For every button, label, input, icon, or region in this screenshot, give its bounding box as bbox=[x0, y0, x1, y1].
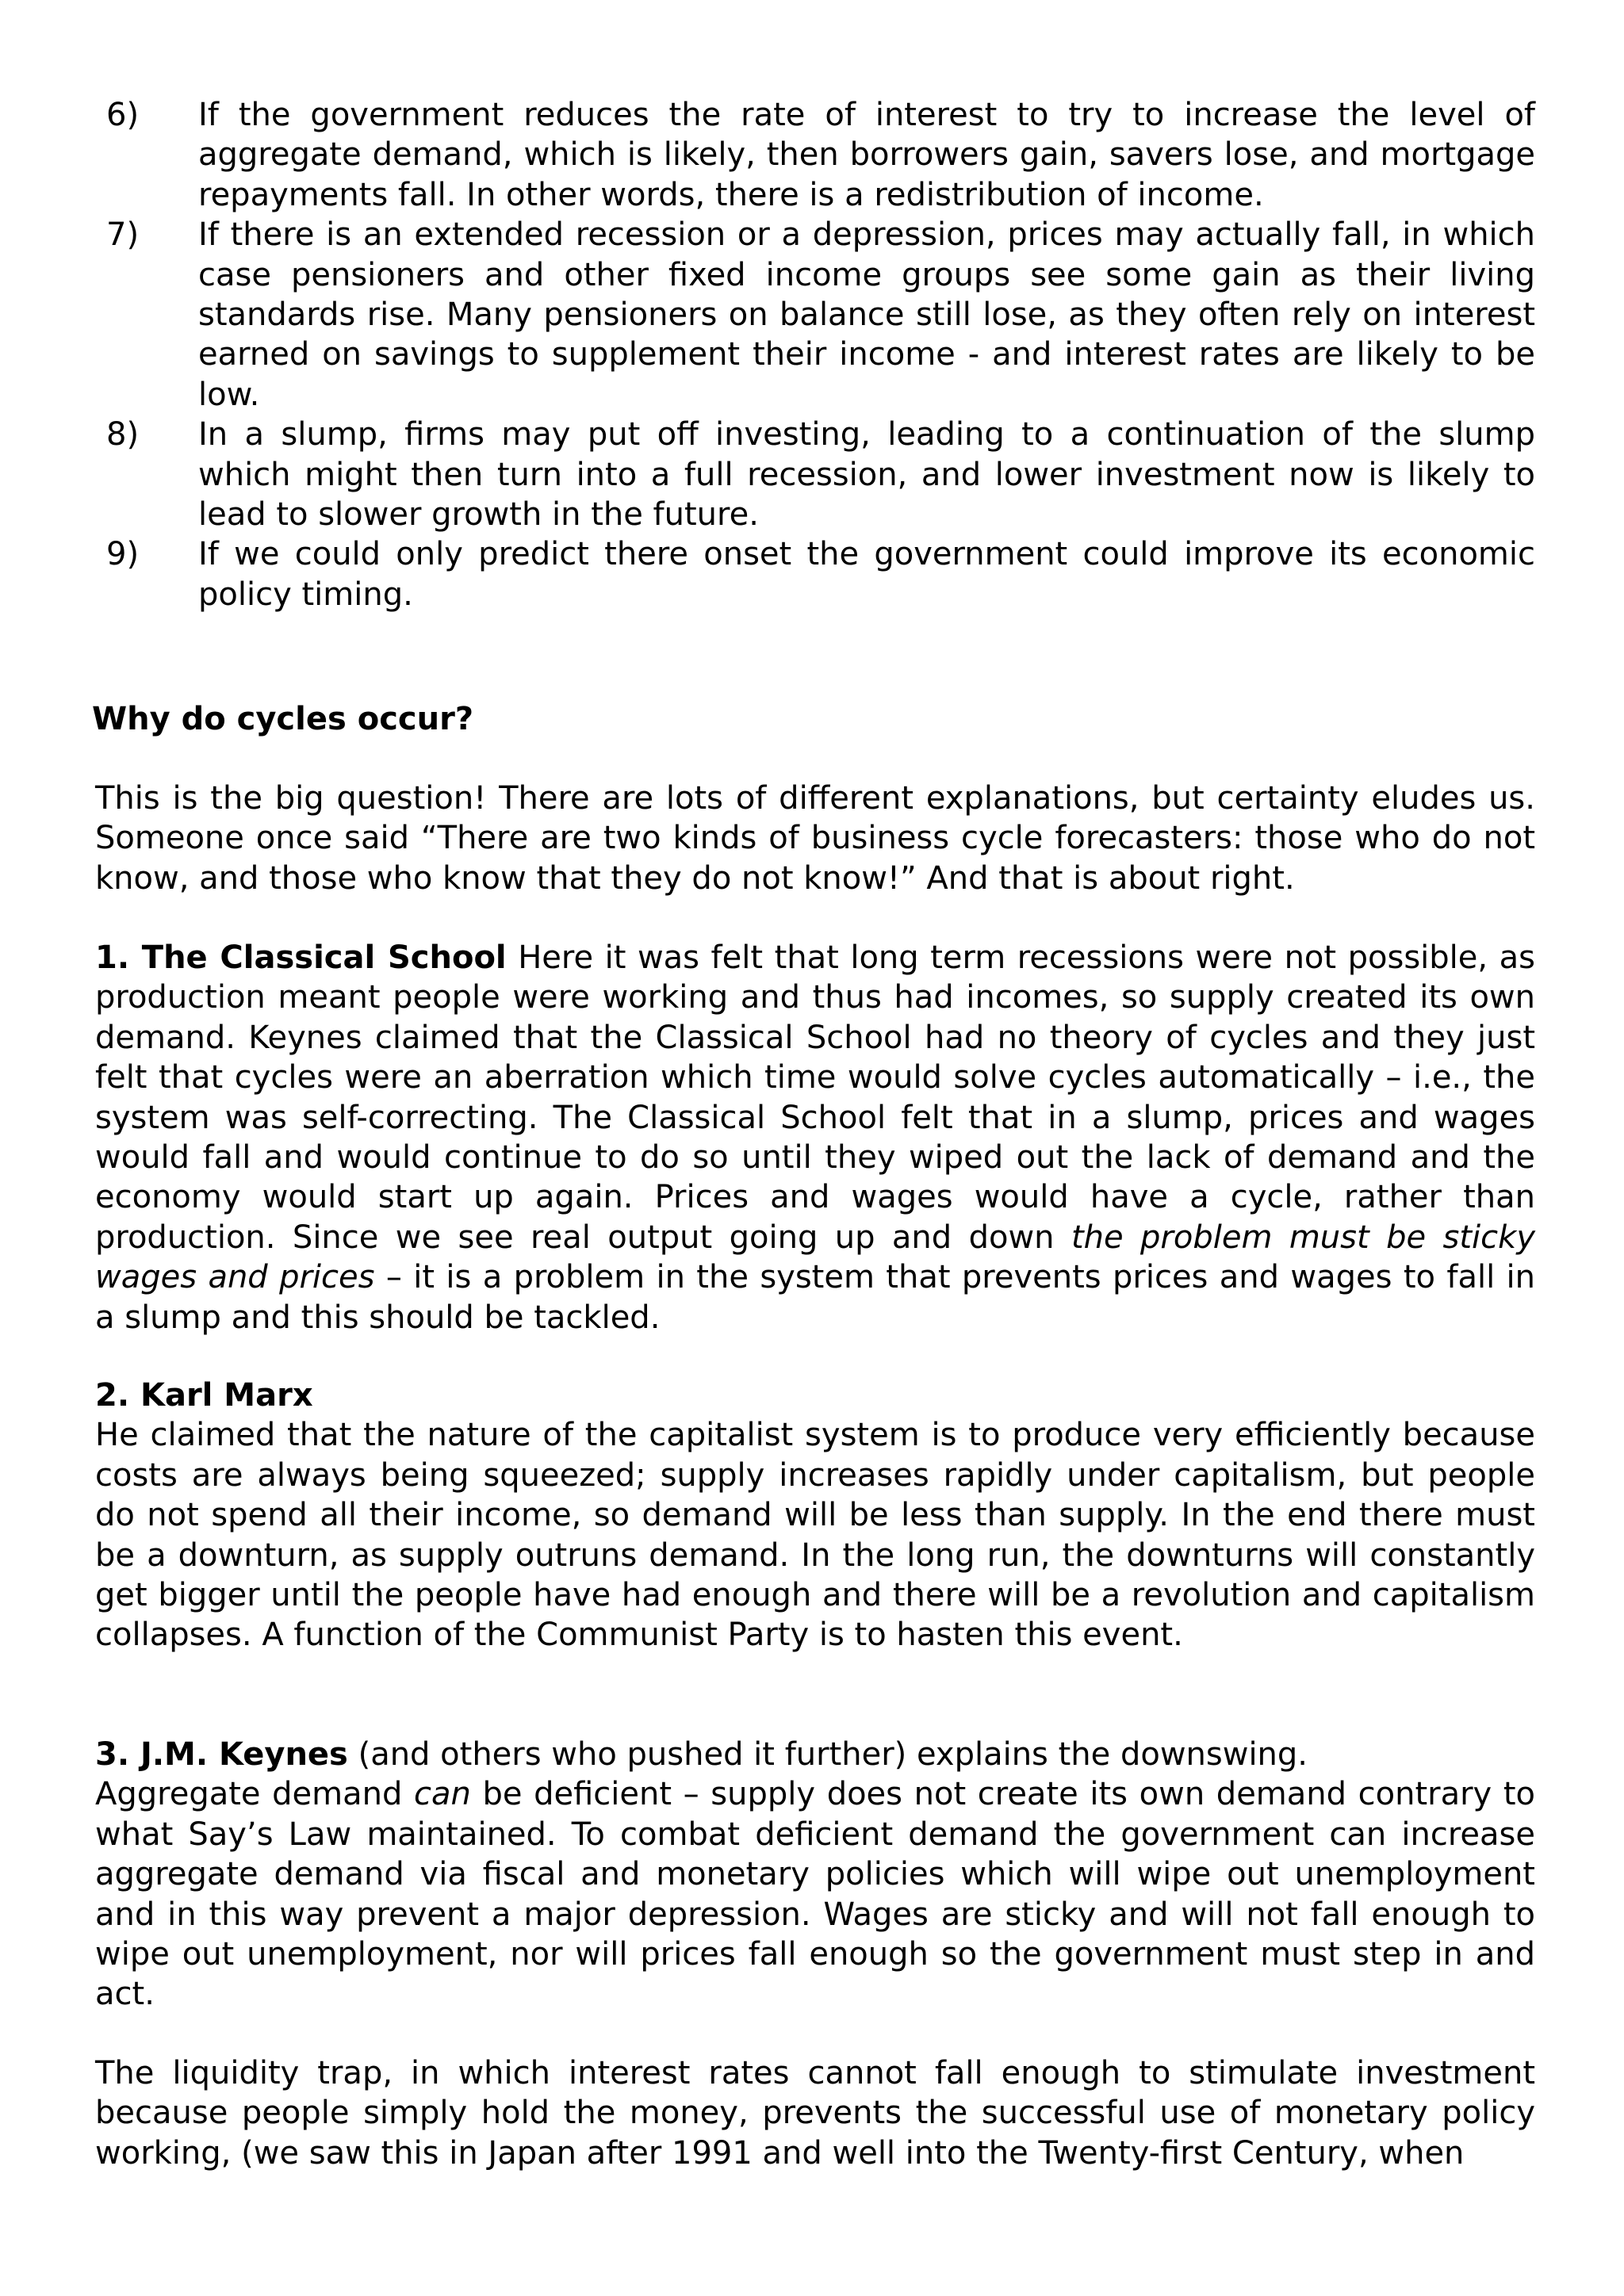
karl-marx-section bbox=[95, 1376, 1535, 1655]
list-item-text: In a slump, firms may put off investing, leading to a continuation of the slump which might then turn into a full recession, and lower investment now is likely to lead to slower growth in the future. bbox=[198, 416, 1535, 534]
intro-paragraph: This is the big question! There are lots of different explanations, but certainty eludes us. Someone once said “There are two kinds of business cycle forecasters: those who do not know, and those who know that they do not know!” And that is about right. bbox=[95, 780, 1535, 897]
numbered-list bbox=[100, 95, 1535, 614]
list-item-number: 8) bbox=[106, 416, 140, 453]
classical-school-title: 1. The Classical School bbox=[95, 939, 507, 976]
keynes-section bbox=[95, 1735, 1535, 2015]
keynes-subtitle: (and others who pushed it further) explains the downswing. bbox=[347, 1736, 1308, 1773]
list-item bbox=[100, 215, 1535, 415]
list-item-text: If there is an extended recession or a depression, prices may actually fall, in which case pensioners and other fixed income groups see some gain as their living standards rise. Many pensioners on balance still lose, as they often rely on interest earned on savings to supplement their income - and interest rates are likely to be low. bbox=[198, 216, 1535, 413]
classical-school-paragraph bbox=[95, 938, 1535, 1337]
keynes-emphasis: can bbox=[414, 1776, 471, 1813]
list-item-number: 9) bbox=[106, 536, 140, 573]
classical-school-text-1: Here it was felt that long term recessions were not possible, as production meant people were working and thus had incomes, so supply created its own demand. Keynes claimed that the Classical School had no theory of cycles and they just felt that cycles were an aberration which time would solve cycles automatically – i.e., the system was self-correcting. The Classical School felt that in a slump, prices and wages would fall and would continue to do so until they wiped out the lack of demand and the economy would start up again. Prices and wages would have a cycle, rather than production. Since we see real output going up and down bbox=[95, 939, 1535, 1256]
list-item-number: 7) bbox=[106, 216, 140, 254]
keynes-title: 3. J.M. Keynes bbox=[95, 1736, 348, 1773]
list-item-text: If the government reduces the rate of interest to try to increase the level of aggregate demand, which is likely, then borrowers gain, savers lose, and mortgage repayments fall. In other words, there is a redistribution of income. bbox=[198, 97, 1535, 213]
keynes-text-2: be deficient – supply does not create its own demand contrary to what Say’s Law maintained. To combat deficient demand the government can increase aggregate demand via fiscal and monetary policies which will wipe out unemployment and in this way prevent a major depression. Wages are sticky and will not fall enough to wipe out unemployment, nor will prices fall enough so the government must step in and act. bbox=[95, 1776, 1536, 2013]
section-heading: Why do cycles occur? bbox=[92, 701, 474, 737]
classical-school-text-2: – it is a problem in the system that prevents prices and wages to fall in a slump and this should be tackled. bbox=[95, 1259, 1536, 1336]
list-item bbox=[100, 415, 1535, 534]
karl-marx-title: 2. Karl Marx bbox=[95, 1377, 313, 1414]
liquidity-trap-paragraph: The liquidity trap, in which interest rates cannot fall enough to stimulate investment because people simply hold the money, prevents the successful use of monetary policy working, (we saw this in Japan after 1991 and well into the Twenty-first Century, when bbox=[95, 2055, 1535, 2172]
keynes-text bbox=[95, 1774, 1535, 2014]
list-item bbox=[100, 95, 1535, 215]
keynes-text-1: Aggregate demand bbox=[95, 1776, 414, 1813]
karl-marx-text: He claimed that the nature of the capitalist system is to produce very efficiently because costs are always being squeezed; supply increases rapidly under capitalism, but people do not spend all their income, so demand will be less than supply. In the end there must be a downturn, as supply outruns demand. In the long run, the downturns will constantly get bigger until the people have had enough and there will be a revolution and capitalism collapses. A function of the Communist Party is to hasten this event. bbox=[95, 1417, 1535, 1654]
list-item-text: If we could only predict there onset the government could improve its economic policy timing. bbox=[198, 536, 1535, 613]
keynes-title-line bbox=[95, 1735, 1535, 1774]
list-item bbox=[100, 534, 1535, 614]
list-item-number: 6) bbox=[106, 97, 140, 133]
classical-school-emphasis: the problem must be sticky wages and prices bbox=[95, 1219, 1535, 1296]
